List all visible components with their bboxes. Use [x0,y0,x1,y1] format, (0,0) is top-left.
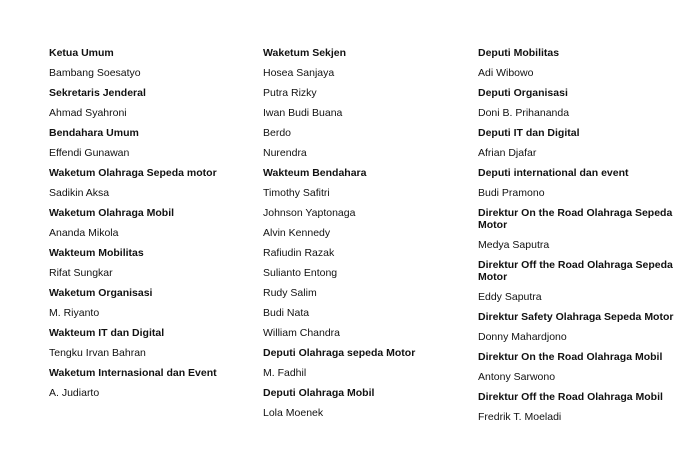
person-name: Tengku Irvan Bahran [49,347,146,359]
role-title: Waketum Sekjen [263,47,347,59]
person-name: Fredrik T. Moeladi [478,411,562,423]
person-name: Effendi Gunawan [49,147,130,159]
person-name: Budi Nata [263,307,310,319]
role-title: Direktur On the Road Olahraga Sepeda Motor [478,207,673,231]
person-name: Ananda Mikola [49,227,119,239]
person-name: Iwan Budi Buana [263,107,343,119]
role-title: Waketum Olahraga Mobil [49,207,175,219]
person-name: Adi Wibowo [478,67,534,79]
role-title: Deputi Olahraga Mobil [263,387,375,399]
person-name: William Chandra [263,327,341,339]
person-name: Sulianto Entong [263,267,338,279]
role-title: Sekretaris Jenderal [49,87,146,99]
role-title: Deputi Organisasi [478,87,568,99]
role-title: Waketum Internasional dan Event [49,367,217,379]
column-right [478,47,673,431]
person-name: Medya Saputra [478,239,550,251]
role-title: Direktur Off the Road Olahraga Mobil [478,391,663,403]
person-name: Eddy Saputra [478,291,542,303]
person-name: Budi Pramono [478,187,545,199]
role-title: Direktur Off the Road Olahraga Sepeda Motor [478,259,673,283]
person-name: Ahmad Syahroni [49,107,127,119]
person-name: Donny Mahardjono [478,331,567,343]
person-name: Rudy Salim [263,287,317,299]
person-name: Berdo [263,127,292,139]
person-name: Antony Sarwono [478,371,556,383]
person-name: Bambang Soesatyo [49,67,141,79]
person-name: Doni B. Prihananda [478,107,570,119]
role-title: Deputi IT dan Digital [478,127,580,139]
person-name: Rafiudin Razak [263,247,335,259]
person-name: M. Riyanto [49,307,100,319]
person-name: Lola Moenek [263,407,324,419]
person-name: Nurendra [263,147,307,159]
person-name: Rifat Sungkar [49,267,113,279]
person-name: A. Judiarto [49,387,100,399]
person-name: Afrian Djafar [478,147,537,159]
column-left [49,47,244,407]
person-name: Putra Rizky [263,87,317,99]
role-title: Waketum Olahraga Sepeda motor [49,167,217,179]
role-title: Deputi Olahraga sepeda Motor [263,347,416,359]
role-title: Wakteum Bendahara [263,167,367,179]
person-name: Sadikin Aksa [49,187,110,199]
role-title: Wakteum IT dan Digital [49,327,165,339]
role-title: Wakteum Mobilitas [49,247,144,259]
role-title: Direktur Safety Olahraga Sepeda Motor [478,311,674,323]
person-name: M. Fadhil [263,367,307,379]
person-name: Timothy Safitri [263,187,330,199]
role-title: Waketum Organisasi [49,287,153,299]
role-title: Bendahara Umum [49,127,139,139]
role-title: Ketua Umum [49,47,114,59]
role-title: Deputi international dan event [478,167,629,179]
column-middle [263,47,463,427]
person-name: Johnson Yaptonaga [263,207,356,219]
person-name: Hosea Sanjaya [263,67,335,79]
role-title: Deputi Mobilitas [478,47,560,59]
person-name: Alvin Kennedy [263,227,331,239]
role-title: Direktur On the Road Olahraga Mobil [478,351,663,363]
